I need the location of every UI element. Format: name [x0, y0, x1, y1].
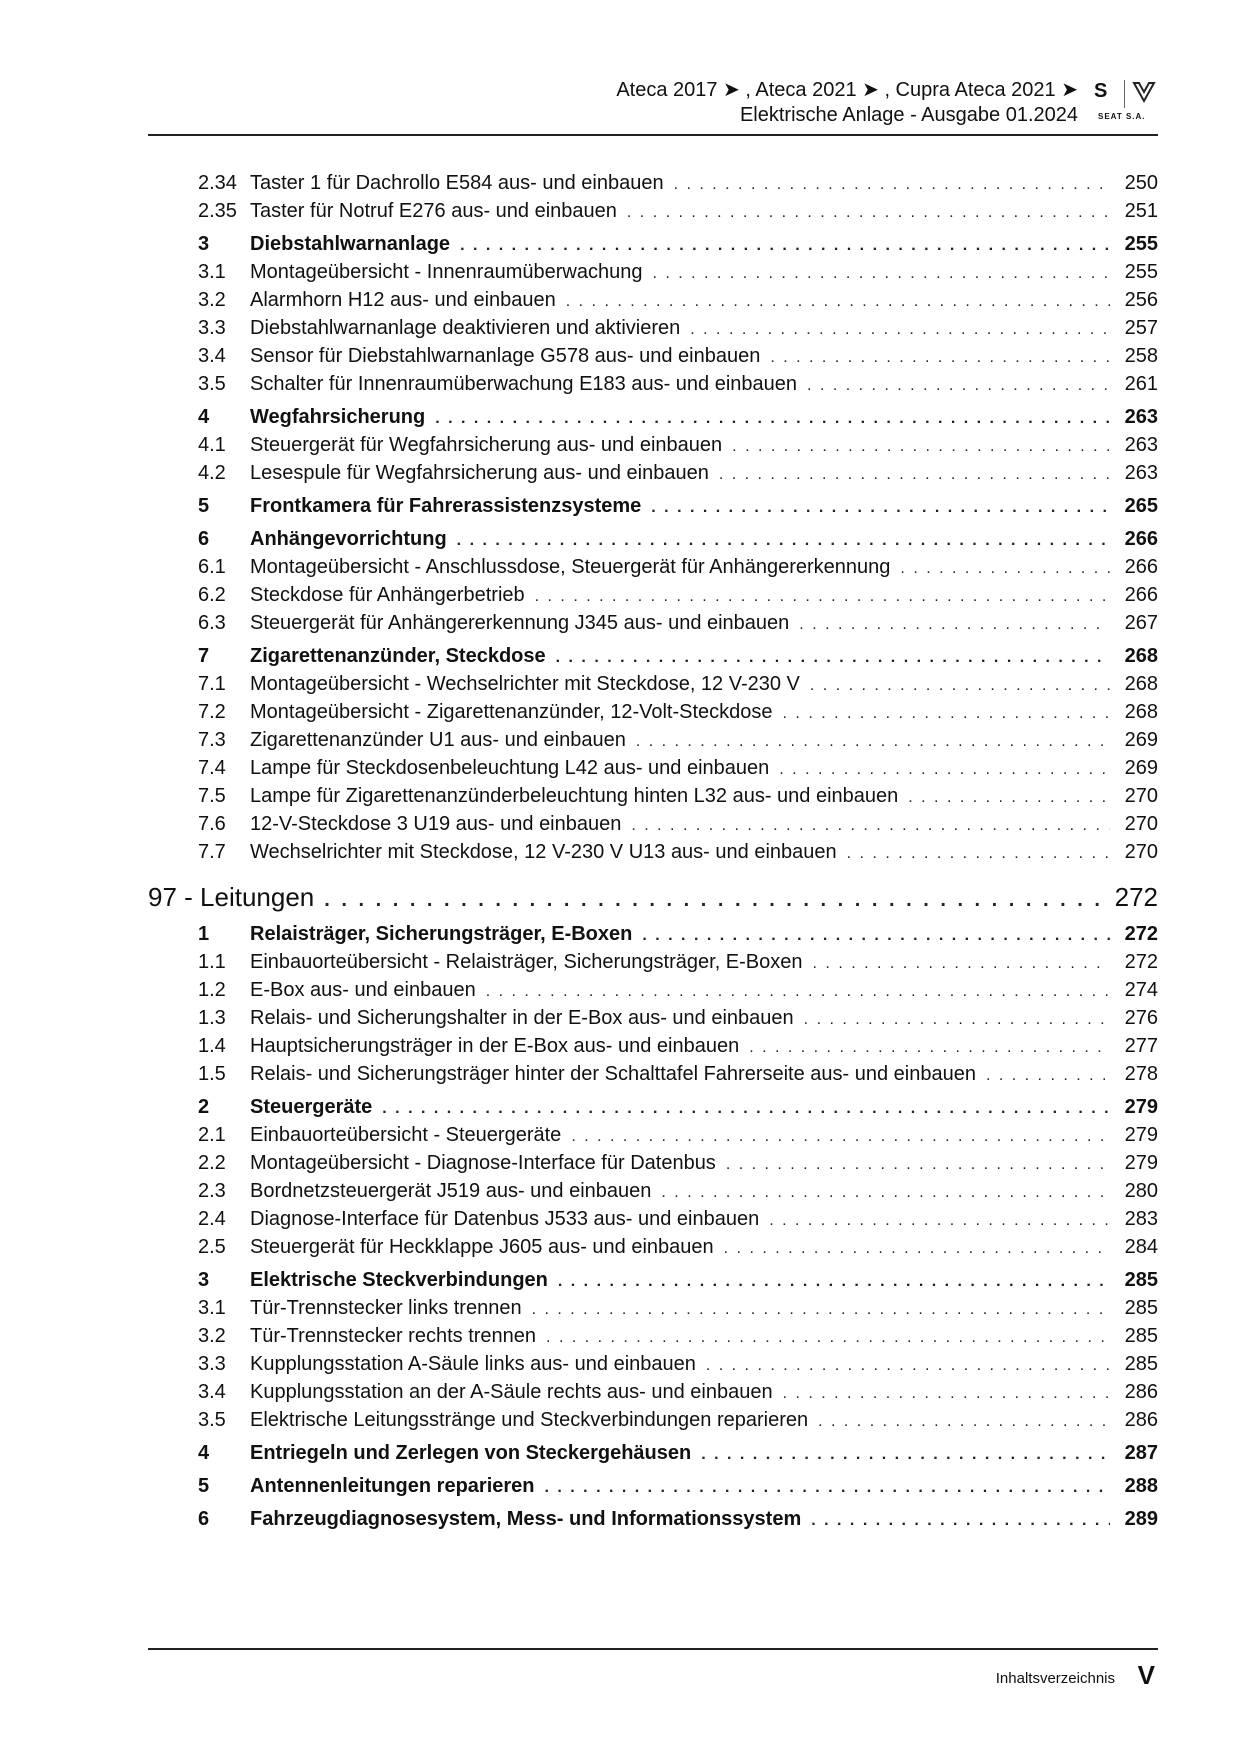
- toc-entry-title: Diagnose-Interface für Datenbus J533 aus- und einbauen: [250, 1208, 760, 1230]
- toc-entry-number: 6: [198, 528, 210, 550]
- toc-page-number: 279: [1124, 1096, 1158, 1118]
- toc-leader-dots: [661, 1180, 1110, 1206]
- toc-page-number: 266: [1124, 584, 1158, 606]
- toc-page-number: 269: [1124, 729, 1158, 751]
- table-of-contents: [148, 170, 1158, 1534]
- toc-entry-row[interactable]: [148, 582, 1158, 610]
- toc-leader-dots: [783, 1381, 1110, 1407]
- toc-page-number: 276: [1124, 1007, 1158, 1029]
- toc-entry-number: 1.1: [198, 951, 226, 973]
- toc-entry-title: Sensor für Diebstahlwarnanlage G578 aus- und einbauen: [250, 345, 761, 367]
- toc-entry-number: 3.4: [198, 1381, 226, 1403]
- toc-entry-row[interactable]: [148, 727, 1158, 755]
- toc-page-number: 287: [1124, 1442, 1158, 1464]
- toc-page-number: 265: [1124, 495, 1158, 517]
- toc-section-row[interactable]: [148, 1440, 1158, 1468]
- toc-page-number: 272: [1124, 923, 1158, 945]
- toc-entry-title: Taster für Notruf E276 aus- und einbauen: [250, 200, 617, 222]
- toc-entry-title: Entriegeln und Zerlegen von Steckergehäusen: [250, 1442, 692, 1464]
- toc-entry-number: 7: [198, 645, 210, 667]
- toc-entry-title: Kupplungsstation an der A-Säule rechts aus- und einbauen: [250, 1381, 773, 1403]
- toc-leader-dots: [706, 1353, 1110, 1379]
- toc-entry-title: Wegfahrsicherung: [250, 406, 426, 428]
- toc-page-number: 261: [1124, 373, 1158, 395]
- toc-page-number: 269: [1124, 757, 1158, 779]
- toc-leader-dots: [799, 612, 1110, 638]
- toc-page-number: 257: [1124, 317, 1158, 339]
- toc-entry-number: 1.5: [198, 1063, 226, 1085]
- toc-entry-row[interactable]: [148, 343, 1158, 371]
- toc-entry-row[interactable]: [148, 1323, 1158, 1351]
- toc-entry-row[interactable]: [148, 1379, 1158, 1407]
- toc-page-number: 274: [1124, 979, 1158, 1001]
- toc-page-number: 268: [1124, 673, 1158, 695]
- toc-entry-number: 2.5: [198, 1236, 226, 1258]
- header-model-line: Ateca 2017 ➤ , Ateca 2021 ➤ , Cupra Ateca 2021 ➤: [616, 79, 1078, 101]
- toc-leader-dots: [900, 556, 1110, 582]
- toc-leader-dots: [636, 729, 1110, 755]
- toc-entry-title: Steuergerät für Wegfahrsicherung aus- und einbauen: [250, 434, 723, 456]
- toc-entry-title: Anhängevorrichtung: [250, 528, 447, 550]
- toc-page-number: 268: [1124, 701, 1158, 723]
- toc-page-number: 283: [1124, 1208, 1158, 1230]
- toc-leader-dots: [631, 813, 1110, 839]
- toc-leader-dots: [724, 1236, 1110, 1262]
- toc-leader-dots: [726, 1152, 1110, 1178]
- toc-entry-row[interactable]: [148, 198, 1158, 226]
- brand-logos: [1090, 78, 1158, 132]
- toc-leader-dots: [532, 1297, 1110, 1323]
- toc-entry-row[interactable]: [148, 432, 1158, 460]
- page-header: [148, 78, 1158, 136]
- toc-entry-row[interactable]: [148, 699, 1158, 727]
- toc-leader-dots: [566, 289, 1110, 315]
- toc-entry-row[interactable]: [148, 315, 1158, 343]
- toc-leader-dots: [818, 1409, 1110, 1435]
- toc-leader-dots: [908, 785, 1110, 811]
- toc-entry-title: Montageübersicht - Zigarettenanzünder, 12-Volt-Steckdose: [250, 701, 773, 723]
- toc-section-row[interactable]: [148, 921, 1158, 949]
- toc-entry-number: 3.3: [198, 1353, 226, 1375]
- toc-section-row[interactable]: [148, 1094, 1158, 1122]
- toc-page-number: 272: [1124, 951, 1158, 973]
- toc-leader-dots: [571, 1124, 1110, 1150]
- toc-entry-row[interactable]: [148, 1351, 1158, 1379]
- toc-entry-title: Zigarettenanzünder, Steckdose: [250, 645, 546, 667]
- toc-leader-dots: [535, 584, 1110, 610]
- toc-entry-title: Relais- und Sicherungsträger hinter der Schalttafel Fahrerseite aus- und einbauen: [250, 1063, 976, 1085]
- toc-entry-title: Diebstahlwarnanlage: [250, 233, 451, 255]
- toc-page-number: 272: [1114, 882, 1158, 912]
- toc-page-number: 266: [1124, 528, 1158, 550]
- toc-entry-title: Steuergerät für Heckklappe J605 aus- und einbauen: [250, 1236, 714, 1258]
- toc-entry-title: Zigarettenanzünder U1 aus- und einbauen: [250, 729, 626, 751]
- toc-page-number: 285: [1124, 1325, 1158, 1347]
- toc-leader-dots: [435, 406, 1110, 432]
- toc-entry-row[interactable]: [148, 1005, 1158, 1033]
- toc-entry-title: Antennenleitungen reparieren: [250, 1475, 535, 1497]
- toc-entry-title: Diebstahlwarnanlage deaktivieren und aktivieren: [250, 317, 681, 339]
- toc-entry-row[interactable]: [148, 1206, 1158, 1234]
- toc-entry-row[interactable]: [148, 610, 1158, 638]
- toc-entry-number: 7.4: [198, 757, 226, 779]
- toc-entry-number: 3.1: [198, 261, 226, 283]
- toc-page-number: 278: [1124, 1063, 1158, 1085]
- footer-rule: [148, 1648, 1158, 1650]
- toc-leader-dots: [460, 233, 1110, 259]
- toc-entry-row[interactable]: [148, 1150, 1158, 1178]
- toc-leader-dots: [651, 495, 1110, 521]
- footer-page-number: V: [1137, 1660, 1155, 1690]
- toc-leader-dots: [986, 1063, 1110, 1089]
- toc-entry-number: 3.1: [198, 1297, 226, 1319]
- toc-entry-number: 3: [198, 1269, 210, 1291]
- toc-entry-row[interactable]: [148, 949, 1158, 977]
- toc-entry-row[interactable]: [148, 1061, 1158, 1089]
- toc-leader-dots: [674, 172, 1110, 198]
- toc-page-number: 270: [1124, 785, 1158, 807]
- toc-entry-number: 3.5: [198, 373, 226, 395]
- toc-entry-number: 2.4: [198, 1208, 226, 1230]
- toc-entry-title: Alarmhorn H12 aus- und einbauen: [250, 289, 556, 311]
- toc-leader-dots: [690, 317, 1110, 343]
- toc-page-number: 277: [1124, 1035, 1158, 1057]
- toc-page-number: 289: [1124, 1508, 1158, 1530]
- toc-entry-number: 3.3: [198, 317, 226, 339]
- toc-entry-number: 7.1: [198, 673, 226, 695]
- toc-entry-number: 3.4: [198, 345, 226, 367]
- toc-entry-title: Montageübersicht - Innenraumüberwachung: [250, 261, 643, 283]
- toc-entry-row[interactable]: [148, 170, 1158, 198]
- toc-page-number: 256: [1124, 289, 1158, 311]
- toc-entry-number: 4.2: [198, 462, 226, 484]
- toc-entry-title: Lampe für Steckdosenbeleuchtung L42 aus- und einbauen: [250, 757, 770, 779]
- toc-section-row[interactable]: [148, 493, 1158, 521]
- toc-entry-title: E-Box aus- und einbauen: [250, 979, 476, 1001]
- toc-page-number: 255: [1124, 261, 1158, 283]
- toc-entry-number: 1.4: [198, 1035, 226, 1057]
- toc-page-number: 267: [1124, 612, 1158, 634]
- toc-leader-dots: [486, 979, 1110, 1005]
- toc-entry-title: Hauptsicherungsträger in der E-Box aus- und einbauen: [250, 1035, 740, 1057]
- header-text: [616, 78, 1078, 128]
- toc-entry-number: 3.2: [198, 1325, 226, 1347]
- toc-section-row[interactable]: [148, 404, 1158, 432]
- toc-entry-title: Steuergerät für Anhängererkennung J345 aus- und einbauen: [250, 612, 790, 634]
- toc-entry-title: Einbauorteübersicht - Relaisträger, Sicherungsträger, E-Boxen: [250, 951, 803, 973]
- toc-page-number: 279: [1124, 1124, 1158, 1146]
- toc-entry-row[interactable]: [148, 671, 1158, 699]
- toc-entry-row[interactable]: [148, 259, 1158, 287]
- toc-entry-title: Relaisträger, Sicherungsträger, E-Boxen: [250, 923, 633, 945]
- toc-entry-title: Elektrische Leitungsstränge und Steckverbindungen reparieren: [250, 1409, 809, 1431]
- toc-entry-number: 6.3: [198, 612, 226, 634]
- toc-entry-title: Wechselrichter mit Steckdose, 12 V-230 V U13 aus- und einbauen: [250, 841, 837, 863]
- toc-entry-title: Taster 1 für Dachrollo E584 aus- und einbauen: [250, 172, 664, 194]
- toc-entry-row[interactable]: [148, 1407, 1158, 1435]
- toc-entry-number: 7.6: [198, 813, 226, 835]
- toc-entry-row[interactable]: [148, 783, 1158, 811]
- toc-entry-number: 7.5: [198, 785, 226, 807]
- toc-entry-number: 7.7: [198, 841, 226, 863]
- toc-section-row[interactable]: [148, 1506, 1158, 1534]
- toc-entry-row[interactable]: [148, 977, 1158, 1005]
- toc-leader-dots: [783, 701, 1110, 727]
- toc-leader-dots: [811, 1508, 1110, 1534]
- toc-entry-row[interactable]: [148, 811, 1158, 839]
- toc-leader-dots: [749, 1035, 1110, 1061]
- toc-leader-dots: [701, 1442, 1110, 1468]
- toc-entry-title: Kupplungsstation A-Säule links aus- und einbauen: [250, 1353, 696, 1375]
- toc-page-number: 284: [1124, 1236, 1158, 1258]
- toc-page-number: 286: [1124, 1409, 1158, 1431]
- toc-leader-dots: [770, 345, 1110, 371]
- toc-page-number: 251: [1124, 200, 1158, 222]
- toc-entry-number: 1.3: [198, 1007, 226, 1029]
- toc-leader-dots: [847, 841, 1110, 867]
- toc-entry-number: 1.2: [198, 979, 226, 1001]
- toc-entry-number: 6.2: [198, 584, 226, 606]
- toc-entry-number: 6.1: [198, 556, 226, 578]
- toc-entry-row[interactable]: [148, 371, 1158, 399]
- logo-divider: [1124, 80, 1125, 108]
- toc-page-number: 270: [1124, 813, 1158, 835]
- toc-entry-title: Fahrzeugdiagnosesystem, Mess- und Informationssystem: [250, 1508, 802, 1530]
- toc-entry-number: 2.35: [198, 200, 237, 222]
- toc-page-number: 258: [1124, 345, 1158, 367]
- toc-entry-row[interactable]: [148, 1295, 1158, 1323]
- toc-page-number: 285: [1124, 1269, 1158, 1291]
- toc-entry-number: 7.2: [198, 701, 226, 723]
- toc-entry-title: Steuergeräte: [250, 1096, 373, 1118]
- toc-entry-row[interactable]: [148, 460, 1158, 488]
- toc-leader-dots: [556, 645, 1110, 671]
- toc-page-number: 268: [1124, 645, 1158, 667]
- toc-leader-dots: [719, 462, 1110, 488]
- toc-section-row[interactable]: [148, 643, 1158, 671]
- toc-entry-number: 2.34: [198, 172, 237, 194]
- toc-entry-number: 2.2: [198, 1152, 226, 1174]
- toc-entry-title: Tür-Trennstecker links trennen: [250, 1297, 522, 1319]
- toc-entry-number: 3.5: [198, 1409, 226, 1431]
- toc-page-number: 288: [1124, 1475, 1158, 1497]
- toc-entry-number: 4.1: [198, 434, 226, 456]
- toc-entry-row[interactable]: [148, 554, 1158, 582]
- toc-section-row[interactable]: [148, 231, 1158, 259]
- toc-entry-number: 1: [198, 923, 210, 945]
- toc-page-number: 263: [1124, 434, 1158, 456]
- toc-leader-dots: [546, 1325, 1110, 1351]
- toc-entry-number: 2.1: [198, 1124, 226, 1146]
- toc-entry-row[interactable]: [148, 287, 1158, 315]
- toc-leader-dots: [810, 673, 1110, 699]
- toc-entry-title: 97 - Leitungen: [148, 882, 315, 912]
- toc-page-number: 280: [1124, 1180, 1158, 1202]
- toc-entry-number: 2.3: [198, 1180, 226, 1202]
- toc-entry-title: Tür-Trennstecker rechts trennen: [250, 1325, 537, 1347]
- toc-entry-number: 3: [198, 233, 210, 255]
- toc-entry-row[interactable]: [148, 755, 1158, 783]
- toc-entry-title: Relais- und Sicherungshalter in der E-Box aus- und einbauen: [250, 1007, 794, 1029]
- seat-sa-logo-text: SEAT S.A.: [1098, 112, 1146, 121]
- toc-entry-title: Montageübersicht - Diagnose-Interface für Datenbus: [250, 1152, 716, 1174]
- toc-entry-title: Lampe für Zigarettenanzünderbeleuchtung hinten L32 aus- und einbauen: [250, 785, 899, 807]
- toc-entry-number: 5: [198, 1475, 210, 1497]
- toc-leader-dots: [804, 1007, 1110, 1033]
- toc-entry-number: 5: [198, 495, 210, 517]
- toc-entry-title: 12-V-Steckdose 3 U19 aus- und einbauen: [250, 813, 622, 835]
- toc-leader-dots: [545, 1475, 1111, 1501]
- toc-entry-number: 6: [198, 1508, 210, 1530]
- toc-entry-title: Einbauorteübersicht - Steuergeräte: [250, 1124, 562, 1146]
- toc-entry-title: Schalter für Innenraumüberwachung E183 aus- und einbauen: [250, 373, 798, 395]
- toc-leader-dots: [769, 1208, 1110, 1234]
- toc-page-number: 263: [1124, 462, 1158, 484]
- toc-chapter-row[interactable]: [148, 881, 1158, 916]
- toc-entry-title: Lesespule für Wegfahrsicherung aus- und einbauen: [250, 462, 709, 484]
- seat-logo-icon: S: [1094, 80, 1108, 102]
- toc-page-number: 270: [1124, 841, 1158, 863]
- footer-section-label: Inhaltsverzeichnis: [995, 1670, 1115, 1687]
- toc-leader-dots: [627, 200, 1110, 226]
- toc-leader-dots: [642, 923, 1110, 949]
- toc-entry-title: Bordnetzsteuergerät J519 aus- und einbauen: [250, 1180, 652, 1202]
- toc-page-number: 279: [1124, 1152, 1158, 1174]
- cupra-logo-icon: [1132, 80, 1156, 104]
- toc-leader-dots: [652, 261, 1110, 287]
- toc-entry-title: Frontkamera für Fahrerassistenzsysteme: [250, 495, 642, 517]
- toc-leader-dots: [457, 528, 1110, 554]
- toc-page-number: 285: [1124, 1353, 1158, 1375]
- toc-page-number: 286: [1124, 1381, 1158, 1403]
- toc-leader-dots: [807, 373, 1110, 399]
- toc-entry-number: 4: [198, 1442, 210, 1464]
- toc-page-number: 266: [1124, 556, 1158, 578]
- toc-page-number: 255: [1124, 233, 1158, 255]
- toc-entry-row[interactable]: [148, 1122, 1158, 1150]
- toc-entry-row[interactable]: [148, 1234, 1158, 1262]
- toc-entry-row[interactable]: [148, 1033, 1158, 1061]
- toc-entry-title: Elektrische Steckverbindungen: [250, 1269, 548, 1291]
- toc-page-number: 285: [1124, 1297, 1158, 1319]
- toc-entry-title: Montageübersicht - Wechselrichter mit Steckdose, 12 V-230 V: [250, 673, 800, 695]
- toc-entry-number: 7.3: [198, 729, 226, 751]
- toc-entry-number: 2: [198, 1096, 210, 1118]
- toc-section-row[interactable]: [148, 1267, 1158, 1295]
- toc-entry-number: 3.2: [198, 289, 226, 311]
- toc-page-number: 250: [1124, 172, 1158, 194]
- header-edition-line: Elektrische Anlage - Ausgabe 01.2024: [739, 104, 1078, 126]
- toc-page-number: 263: [1124, 406, 1158, 428]
- toc-entry-title: Steckdose für Anhängerbetrieb: [250, 584, 525, 606]
- toc-leader-dots: [813, 951, 1110, 977]
- toc-section-row[interactable]: [148, 1473, 1158, 1501]
- toc-leader-dots: [382, 1096, 1110, 1122]
- toc-leader-dots: [732, 434, 1110, 460]
- toc-leader-dots: [558, 1269, 1110, 1295]
- toc-leader-dots: [324, 884, 1104, 916]
- toc-entry-number: 4: [198, 406, 210, 428]
- toc-leader-dots: [779, 757, 1110, 783]
- toc-entry-row[interactable]: [148, 839, 1158, 867]
- toc-entry-row[interactable]: [148, 1178, 1158, 1206]
- toc-section-row[interactable]: [148, 526, 1158, 554]
- toc-entry-title: Montageübersicht - Anschlussdose, Steuergerät für Anhängererkennung: [250, 556, 891, 578]
